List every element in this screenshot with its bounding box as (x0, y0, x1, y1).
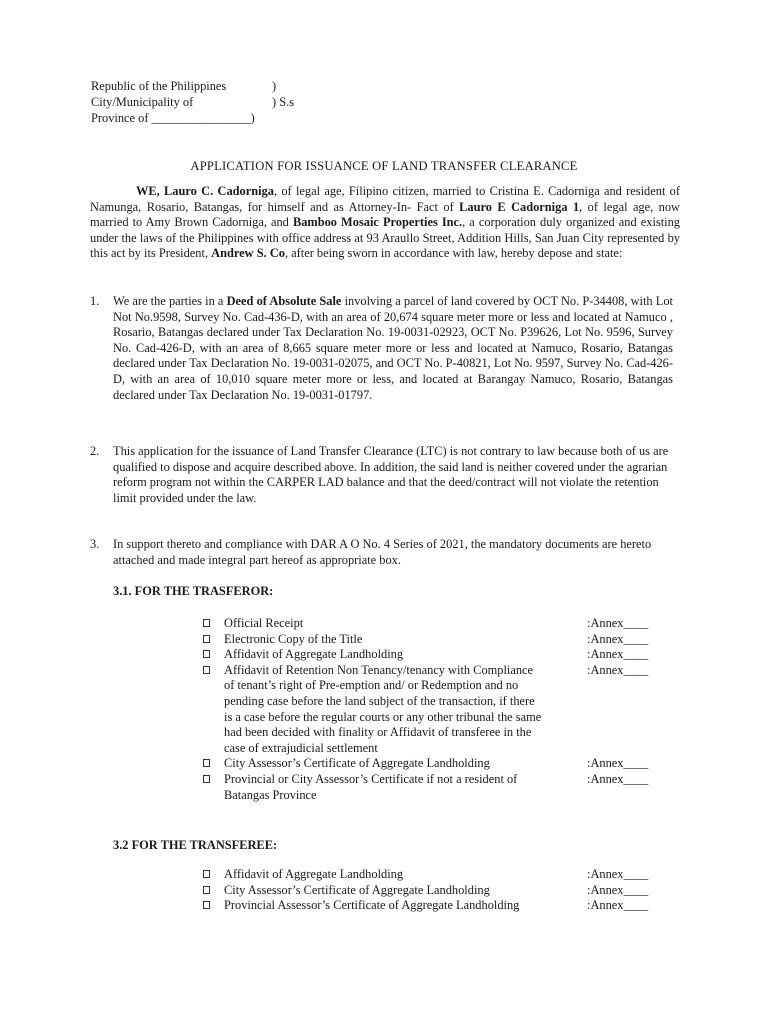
annex-field: :Annex____ (587, 647, 649, 662)
checklist-item (203, 867, 673, 883)
checklist-item (203, 883, 673, 899)
checklist-item (203, 647, 673, 663)
item-1-text-a: We are the parties in a (113, 294, 227, 308)
deed-title: Deed of Absolute Sale (226, 294, 342, 308)
checkbox[interactable] (203, 650, 210, 658)
checkbox[interactable] (203, 759, 210, 767)
intro-paragraph (90, 184, 680, 262)
item-1-text-b: involving a parcel of land covered by OCT No. P-34408, with Lot Not No.9598, Survey No. Cad-436-D, with an area of 20,674 square meter more or less and located at Namuco , Rosario, Batangas declared under Tax Declaration No. 19-0031-02923, OCT No. P39626, Lot No. 9596, Survey No. Cad-426-D, with an area of 8,665 square meter more or less and located at Namuco, Rosario, Batangas declared under Tax Declaration No. 19-0031-02075, and OCT No. P-40821, Lot No. 9597, Survey No. Cad-426-D, with an area of 10,010 square meter more or less, and located at Barangay Namuco, Rosario, Batangas declared under Tax Declaration No. 19-0031-01797. (113, 294, 673, 402)
checklist-label: City Assessor’s Certificate of Aggregate Landholding (224, 882, 490, 897)
intro-text-1: , of legal age, Filipino citizen, married to Cristina E. Cadorniga and resident of Namunga, Rosario, Batangas, for himself and as Attorney-In- Fact of (90, 184, 680, 214)
transferor-heading: 3.1. FOR THE TRASFEROR: (113, 584, 274, 598)
checkbox[interactable] (203, 901, 210, 909)
checklist-label: Provincial Assessor’s Certificate of Aggregate Landholding (224, 898, 520, 913)
checklist-label: Official Receipt (224, 616, 304, 630)
venue-header (91, 79, 391, 127)
checkbox[interactable] (203, 635, 210, 643)
checkbox[interactable] (203, 870, 210, 878)
header-city: City/Municipality of (91, 95, 194, 109)
checklist-item (203, 663, 673, 757)
header-paren-1: ) (272, 79, 277, 93)
checklist-item (203, 772, 673, 803)
transferor-checklist (203, 616, 673, 803)
annex-field: :Annex____ (587, 882, 649, 897)
checkbox[interactable] (203, 886, 210, 894)
affiant-name: WE, Lauro C. Cadorniga (136, 184, 274, 198)
checklist-item (203, 632, 673, 648)
checklist-item (203, 898, 673, 914)
checklist-label: Electronic Copy of the Title (224, 631, 363, 646)
annex-field: :Annex____ (587, 616, 649, 630)
annex-field: :Annex____ (587, 898, 649, 913)
checkbox[interactable] (203, 666, 210, 674)
header-province: Province of ________________) (91, 111, 255, 125)
transferee-heading: 3.2 FOR THE TRANSFEREE: (113, 838, 278, 852)
checklist-label: Provincial or City Assessor’s Certificate if not a resident of Batangas Province (224, 771, 518, 802)
item-3-number: 3. (90, 537, 100, 551)
intro-text-4: , after being sworn in accordance with law, hereby depose and state: (284, 246, 623, 261)
checkbox[interactable] (203, 619, 210, 627)
document-title: APPLICATION FOR ISSUANCE OF LAND TRANSFER CLEARANCE (190, 159, 578, 173)
item-1 (90, 294, 680, 403)
checklist-label: City Assessor’s Certificate of Aggregate Landholding (224, 756, 490, 771)
item-2-number: 2. (90, 444, 100, 458)
item-2-text: This application for the issuance of Land Transfer Clearance (LTC) is not contrary to law because both of us are qualified to dispose and acquire described above. In addition, the said land is neither covered under the agrarian reform program not within the CARPER LAD balance and that the deed/contract will not violate the retention limit provided under the law. (113, 444, 669, 505)
header-ss: ) S.s (272, 95, 295, 109)
checklist-item (203, 756, 673, 772)
checklist-label: Affidavit of Aggregate Landholding (224, 867, 404, 881)
annex-field: :Annex____ (587, 867, 649, 881)
corporation-name: Bamboo Mosaic Properties Inc. (292, 215, 463, 230)
item-1-number: 1. (90, 294, 100, 308)
transferee-checklist (203, 867, 673, 914)
annex-field: :Annex____ (587, 631, 649, 646)
annex-field: :Annex____ (587, 662, 649, 677)
checklist-label: Affidavit of Aggregate Landholding (224, 647, 404, 662)
checklist-item (203, 616, 673, 632)
item-3 (90, 537, 680, 568)
attorney-in-fact-name: Lauro E Cadorniga 1 (459, 199, 580, 214)
president-name: Andrew S. Co (211, 246, 285, 261)
item-2 (90, 444, 680, 506)
header-republic: Republic of the Philippines (91, 79, 227, 93)
item-3-text: In support thereto and compliance with DAR A O No. 4 Series of 2021, the mandatory documents are hereto attached and made integral part hereof as appropriate box. (113, 537, 652, 567)
annex-field: :Annex____ (587, 756, 649, 771)
intro-text-3: , a corporation duly organized and existing under the laws of the Philippines with office address at 93 Araullo Street, Addition Hills, San Juan City represented by this act by its President, (90, 215, 680, 261)
annex-field: :Annex____ (587, 771, 649, 786)
intro-text-2: , of legal age, now married to Amy Brown Cadorniga, and (90, 199, 680, 230)
checkbox[interactable] (203, 775, 210, 783)
checklist-label: Affidavit of Retention Non Tenancy/tenancy with Compliance of tenant’s right of Pre-emption and/ or Redemption and no pending case before the land subject of the transaction, if there is a case before the regular courts or any other tribunal the same had been decided with finality or Affidavit of transferee in the case of extrajudicial settlement (224, 662, 542, 755)
